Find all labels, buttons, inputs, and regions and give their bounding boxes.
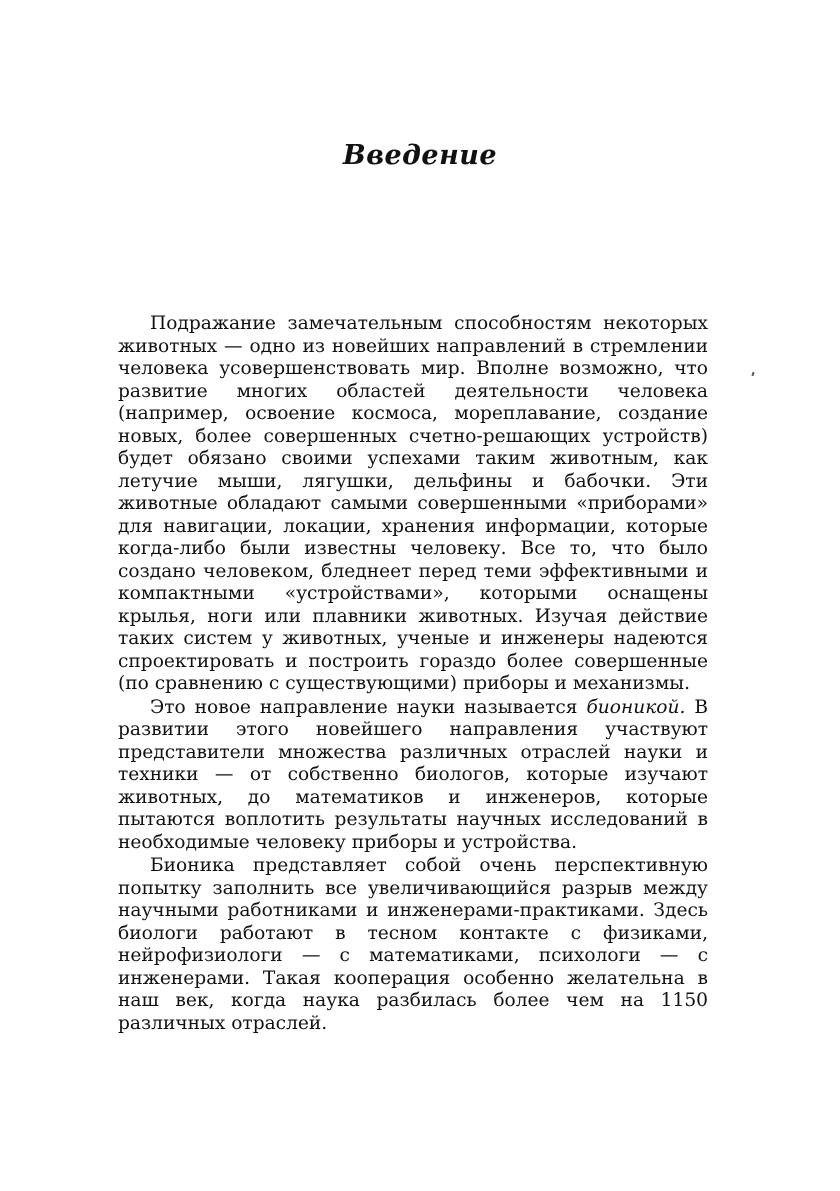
- paragraph-1: [118, 313, 708, 696]
- paragraph-2: [118, 697, 708, 855]
- paragraph-1-text: Подражание замечательным способностям некоторых животных — одно из новейших направлений в стремлении человека усовершенствовать мир. Вполне возможно, что развитие многих областей деятельности человека (например, освоение космоса, мореплавание, создание новых, более совершенных счетно-решающих устройств) будет обязано своими успехами таким животным, как летучие мыши, лягушки, дельфины и бабочки. Эти животные обладают самыми совершенными «приборами» для навигации, локации, хранения информации, которые когда-либо были известны человеку. Все то, что было создано человеком, бледнеет перед теми эффективными и компактными «устройствами», которыми оснащены крылья, ноги или плавники животных. Изучая действие таких систем у животных, ученые и инженеры надеются спроектировать и построить гораздо более совершенные (по сравнению с существующими) приборы и механизмы.: [118, 313, 708, 694]
- paragraph-2-text-end: В развитии этого новейшего направления участвуют представители множества различных отраслей науки и техники — от собственно биологов, которые изучают животных, до математиков и инженеров, которые пытаются воплотить результаты научных исследований в необходимые человеку приборы и устройства.: [118, 696, 708, 853]
- paragraph-2-text-start: Это новое направление науки называется: [150, 696, 587, 718]
- chapter-title: Введение: [342, 140, 498, 171]
- print-speck: [751, 372, 754, 376]
- paragraph-3-text: Бионика представляет собой очень перспективную попытку заполнить все увеличивающийся разрыв между научными работниками и инженерами-практиками. Здесь биологи работают в тесном контакте с физиками, нейрофизиологи — с математиками, психологи — с инженерами. Такая кооперация особенно желательна в наш век, когда наука разбилась более чем на 1150 различных отраслей.: [118, 855, 708, 1034]
- paragraph-3: [118, 855, 708, 1035]
- term-bionics: бионикой.: [586, 696, 686, 718]
- body-text: [118, 313, 708, 1035]
